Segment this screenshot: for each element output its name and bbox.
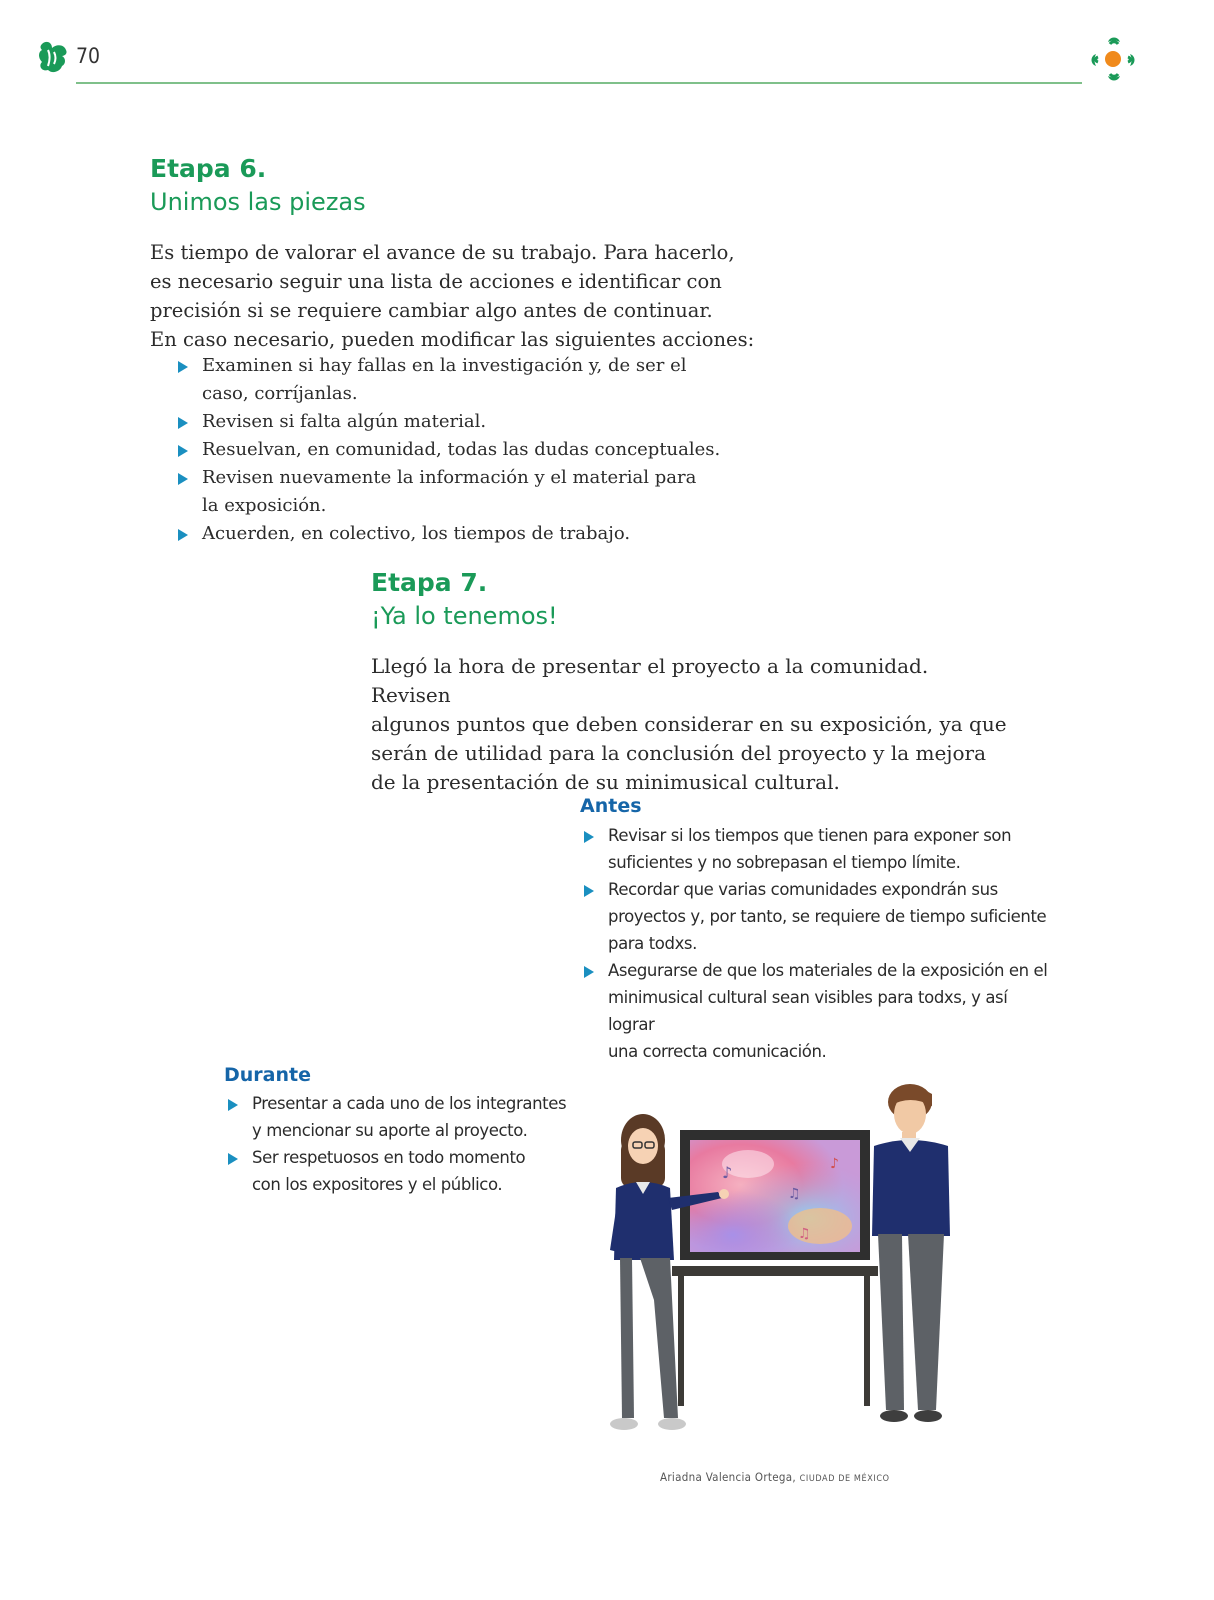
text-line: de la presentación de su minimusical cultural. bbox=[371, 770, 840, 794]
etapa7-paragraph bbox=[371, 652, 1011, 797]
page-number: 70 bbox=[76, 44, 101, 68]
bullet-triangle-icon bbox=[584, 885, 594, 897]
list-item bbox=[582, 957, 1052, 1065]
svg-text:♫: ♫ bbox=[788, 1186, 801, 1202]
etapa6-subtitle: Unimos las piezas bbox=[150, 188, 366, 216]
bullet-triangle-icon bbox=[228, 1153, 238, 1165]
list-item bbox=[226, 1090, 586, 1144]
text-line: Revisar si los tiempos que tienen para exponer son bbox=[608, 826, 1012, 845]
list-item bbox=[176, 464, 736, 520]
list-item bbox=[582, 822, 1052, 876]
text-line: Es tiempo de valorar el avance de su trabajo. Para hacerlo, bbox=[150, 241, 735, 264]
caption-city: CIUDAD DE MÉXICO bbox=[799, 1474, 890, 1484]
list-item bbox=[176, 408, 736, 436]
list-item bbox=[226, 1144, 586, 1198]
text-line: Llegó la hora de presentar el proyecto a la comunidad. Revisen bbox=[371, 654, 929, 707]
durante-heading: Durante bbox=[224, 1064, 311, 1086]
list-item bbox=[176, 520, 736, 548]
text-line: algunos puntos que deben considerar en su exposición, ya que bbox=[371, 712, 1007, 736]
svg-text:♪: ♪ bbox=[830, 1156, 839, 1172]
text-line: minimusical cultural sean visibles para todxs, y así lograr bbox=[608, 988, 1008, 1034]
green-leaf-logo-icon bbox=[36, 40, 70, 76]
bullet-triangle-icon bbox=[178, 473, 188, 485]
bullet-triangle-icon bbox=[584, 966, 594, 978]
bullet-triangle-icon bbox=[178, 445, 188, 457]
text-line: Ser respetuosos en todo momento bbox=[252, 1148, 526, 1167]
durante-list bbox=[226, 1090, 586, 1198]
students-presenting-poster-illustration bbox=[598, 1080, 978, 1460]
text-line: Revisen si falta algún material. bbox=[202, 411, 487, 432]
text-line: Revisen nuevamente la información y el material para bbox=[202, 467, 697, 488]
text-line: con los expositores y el público. bbox=[252, 1175, 503, 1194]
list-item bbox=[582, 876, 1052, 957]
header-divider bbox=[76, 82, 1082, 84]
community-orange-dot-icon bbox=[1086, 32, 1144, 86]
etapa6-title: Etapa 6. bbox=[150, 154, 267, 183]
bullet-triangle-icon bbox=[228, 1099, 238, 1111]
text-line: Asegurarse de que los materiales de la exposición en el bbox=[608, 961, 1048, 980]
etapa7-title: Etapa 7. bbox=[371, 568, 488, 597]
text-line: es necesario seguir una lista de acciones e identificar con bbox=[150, 270, 722, 293]
text-line: una correcta comunicación. bbox=[608, 1042, 827, 1061]
antes-list bbox=[582, 822, 1052, 1065]
text-line: precisión si se requiere cambiar algo antes de continuar. bbox=[150, 299, 713, 322]
svg-text:♫: ♫ bbox=[798, 1226, 811, 1242]
etapa7-subtitle: ¡Ya lo tenemos! bbox=[371, 602, 558, 630]
text-line: la exposición. bbox=[202, 495, 327, 516]
antes-heading: Antes bbox=[580, 795, 642, 817]
bullet-triangle-icon bbox=[178, 529, 188, 541]
text-line: serán de utilidad para la conclusión del proyecto y la mejora bbox=[371, 741, 987, 765]
text-line: caso, corríjanlas. bbox=[202, 383, 358, 404]
svg-text:♪: ♪ bbox=[722, 1163, 733, 1182]
text-line: Acuerden, en colectivo, los tiempos de trabajo. bbox=[202, 523, 631, 544]
text-line: En caso necesario, pueden modificar las siguientes acciones: bbox=[150, 328, 755, 351]
bullet-triangle-icon bbox=[178, 417, 188, 429]
illustration-caption bbox=[660, 1470, 890, 1484]
text-line: suficientes y no sobrepasan el tiempo límite. bbox=[608, 853, 961, 872]
bullet-triangle-icon bbox=[178, 361, 188, 373]
text-line: Resuelvan, en comunidad, todas las dudas conceptuales. bbox=[202, 439, 721, 460]
caption-author: Ariadna Valencia Ortega, bbox=[660, 1470, 800, 1484]
text-line: proyectos y, por tanto, se requiere de tiempo suficiente bbox=[608, 907, 1047, 926]
etapa6-action-list bbox=[176, 352, 736, 548]
text-line: Examinen si hay fallas en la investigación y, de ser el bbox=[202, 355, 687, 376]
text-line: Presentar a cada uno de los integrantes bbox=[252, 1094, 567, 1113]
list-item bbox=[176, 352, 736, 408]
text-line: y mencionar su aporte al proyecto. bbox=[252, 1121, 528, 1140]
bullet-triangle-icon bbox=[584, 831, 594, 843]
text-line: Recordar que varias comunidades expondrán sus bbox=[608, 880, 998, 899]
list-item bbox=[176, 436, 736, 464]
text-line: para todxs. bbox=[608, 934, 697, 953]
etapa6-paragraph bbox=[150, 238, 770, 354]
